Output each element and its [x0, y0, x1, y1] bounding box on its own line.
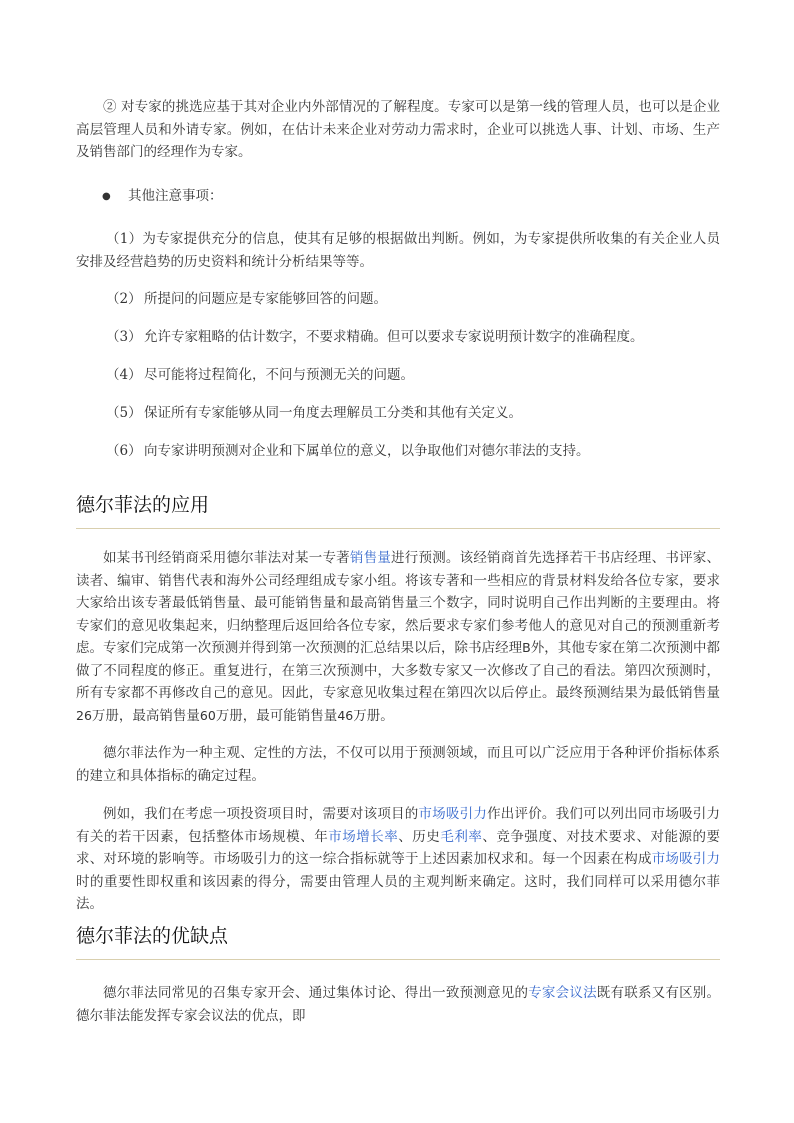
- list-item-text-cont: 排及经营趋势的历史资料和统计分析结果等等。: [89, 253, 373, 270]
- section-title-application: 德尔菲法的应用: [76, 494, 210, 516]
- link-market-attractiveness-2[interactable]: 市场吸引力: [651, 851, 721, 867]
- list-item-text: 尽可能将过程简化，不问与预测无关的问题。: [144, 367, 414, 383]
- link-market-growth-rate[interactable]: 市场增长率: [328, 828, 399, 845]
- list-item-number: （2）: [106, 291, 142, 307]
- paragraph: [76, 803, 720, 916]
- intro-paragraph: ② 对专家的挑选应基于其对企业内外部情况的了解程度。专家可以是第一线的管理人员，也可以是企业高层管理人员和外请专家。例如，在估计未来企业对劳动力需求时，企业可以挑选人事、计划、市场、生产及销售部门的经理作为专家。: [76, 99, 720, 160]
- list-item-text: 保证所有专家能够从同一角度去理解员工分类和其他有关定义。: [144, 405, 522, 421]
- text-run: 进行预测。该经销商首先选择若干书店经理、书评家、读者、编审、销售代表和海外公司经理组成专家小组。将该专著和一些相应的背景材料发给各位专家，要求大家给出该专著最低销售量、最可能销售量和最高销售量三个数字，同时说明自己作出判断的主要理由。将专家们的意见收集起来，归纳整理后返回给各位专家，然后要求专家们参考他人的意见对自己的预测重新考虑。专家们完成第一次预测并得到第一次预测的汇总结果以后，除书店经理: [76, 550, 721, 656]
- list-item-text: 向专家讲明预测对企业和下属单位的意义，以争取他们对德尔菲法的支持。: [144, 443, 590, 459]
- notes-heading: [102, 186, 223, 207]
- number-run: 60: [199, 707, 216, 723]
- list-item-number: （1）: [106, 231, 143, 247]
- list-item-number: （3）: [106, 329, 142, 345]
- text-run: 万册。: [353, 707, 394, 724]
- section-divider: [76, 528, 720, 529]
- list-item: [106, 288, 387, 310]
- list-item-number: （5）: [106, 405, 142, 421]
- section-divider: [76, 959, 720, 960]
- list-item: [106, 440, 590, 462]
- intro-paragraph-block: [76, 96, 720, 164]
- application-paragraph-2: [76, 742, 720, 787]
- pros-paragraph-1: [76, 982, 720, 1027]
- list-item: [106, 364, 414, 386]
- notes-item-1: [76, 228, 720, 273]
- text-run: 德尔菲法同常见的召集专家开会、通过集体讨论、得出一致预测意见的: [103, 985, 529, 1001]
- list-item-text: 为专家提供充分的信息，使其有足够的根据做出判断。例如，为专家提供所收集的有关企业人员安: [76, 231, 721, 270]
- notes-heading-text: 其他注意事项：: [128, 188, 223, 204]
- link-gross-margin[interactable]: 毛利率: [440, 828, 483, 845]
- link-market-attractiveness[interactable]: 市场吸引力: [418, 806, 488, 822]
- text-run: 万册，最高销售量: [91, 707, 200, 724]
- text-run: 既有联系又有区别。德尔菲法能发挥专家会议法的优点，即: [76, 985, 721, 1024]
- list-item-number: （6）: [106, 443, 142, 459]
- link-expert-meeting-method[interactable]: 专家会议法: [528, 985, 597, 1001]
- list-item: [106, 402, 522, 424]
- application-paragraph-3: [76, 803, 720, 916]
- text-run: 例如，我们在考虑一项投资项目时，需要对该项目的: [103, 806, 419, 822]
- text-run: 万册，最可能销售量: [215, 707, 338, 724]
- list-item-text: 允许专家粗略的估计数字，不要求精确。但可以要求专家说明预计数字的准确程度。: [144, 329, 644, 345]
- list-item: [106, 326, 644, 348]
- list-item-text: 所提问的问题应是专家能够回答的问题。: [144, 291, 387, 307]
- number-run: 46: [337, 707, 354, 723]
- text-run: B: [522, 640, 531, 655]
- bullet-icon: ●: [102, 191, 111, 202]
- list-item-number: （4）: [106, 367, 142, 383]
- paragraph: [76, 547, 720, 727]
- text-run: 外，其他专家在第二次预测中都做了不同程度的修正。重复进行，在第三次预测中，大多数专家又一次修改了自己的看法。第四次预测时，所有专家都不再修改自己的意见。因此，专家意见收集过程在第四次以后停止。最终预测结果为最低销售量: [76, 640, 721, 701]
- number-run: 26: [76, 707, 92, 723]
- text-run: 如某书刊经销商采用德尔菲法对某一专著: [103, 550, 350, 566]
- paragraph: 德尔菲法作为一种主观、定性的方法，不仅可以用于预测领域，而且可以广泛应用于各种评价指标体系的建立和具体指标的确定过程。: [76, 745, 720, 784]
- text-run: 、历史: [398, 828, 441, 845]
- text-run: 时的重要性即权重和该因素的得分，需要由管理人员的主观判断来确定。这时，我们同样可以采用德尔菲法。: [76, 873, 720, 912]
- paragraph: [76, 982, 720, 1027]
- text-run: 作出评价。我们可以列出同市场吸引力有关的若干因素，包括整体市场规模、年: [76, 806, 721, 845]
- section-title-pros-cons: 德尔菲法的优缺点: [76, 925, 229, 947]
- list-item: [76, 228, 720, 273]
- text-run: 、竞争强度、对技术要求、对能源的要求、对环境的影响等。市场吸引力的这一综合指标就等于上述因素加权求和。每一个因素在构成: [76, 828, 721, 867]
- application-paragraph-1: [76, 547, 720, 727]
- link-sales-volume[interactable]: 销售量: [349, 550, 392, 566]
